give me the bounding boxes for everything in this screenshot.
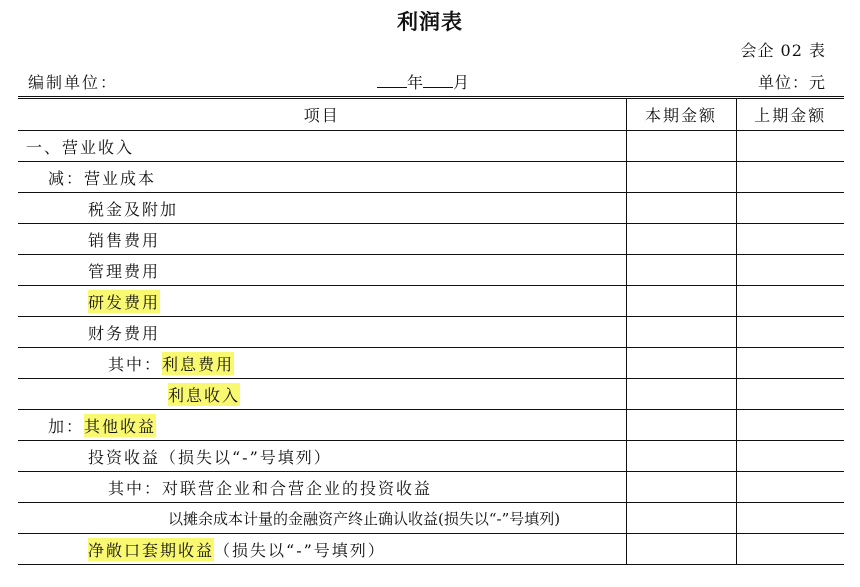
row-prefix: 其中：	[108, 478, 163, 498]
table-row	[18, 348, 844, 379]
row-label: 以摊余成本计量的金融资产终止确认收益(损失以“-”号填列)	[168, 509, 561, 528]
previous-amount-cell[interactable]	[736, 503, 844, 534]
table-row	[18, 503, 844, 534]
previous-amount-cell[interactable]	[736, 317, 844, 348]
current-amount-cell[interactable]	[626, 379, 736, 410]
current-amount-cell[interactable]	[626, 162, 736, 193]
row-label: 对联营企业和合营企业的投资收益	[162, 478, 433, 498]
current-amount-cell[interactable]	[626, 441, 736, 472]
table-body	[18, 131, 844, 565]
row-label: 销售费用	[88, 230, 161, 250]
row-item-label	[18, 131, 626, 162]
table-row	[18, 379, 844, 410]
highlighted-row-label: 净敞口套期收益	[88, 538, 214, 561]
column-header-item: 项目	[18, 98, 626, 131]
row-item-label	[18, 162, 626, 193]
highlighted-row-label: 研发费用	[88, 290, 160, 313]
row-label: 税金及附加	[88, 199, 179, 219]
current-amount-cell[interactable]	[626, 472, 736, 503]
row-item-label	[18, 286, 626, 317]
row-label: 财务费用	[88, 323, 161, 343]
unit-label: 单位：元	[757, 73, 826, 92]
current-amount-cell[interactable]	[626, 255, 736, 286]
month-label: 月	[453, 73, 470, 92]
previous-amount-cell[interactable]	[736, 131, 844, 162]
statement-title: 利润表	[397, 10, 463, 34]
table-row	[18, 441, 844, 472]
row-label: 一、营业收入	[26, 137, 135, 157]
previous-amount-cell[interactable]	[736, 441, 844, 472]
highlighted-row-label: 利息收入	[168, 383, 240, 406]
table-row	[18, 255, 844, 286]
period-field	[377, 70, 469, 93]
previous-amount-cell[interactable]	[736, 255, 844, 286]
current-amount-cell[interactable]	[626, 131, 736, 162]
row-item-label	[18, 193, 626, 224]
row-item-label	[18, 441, 626, 472]
row-item-label	[18, 503, 626, 534]
row-item-label	[18, 410, 626, 441]
previous-amount-cell[interactable]	[736, 379, 844, 410]
row-item-label	[18, 255, 626, 286]
table-row	[18, 317, 844, 348]
previous-amount-cell[interactable]	[736, 534, 844, 565]
row-item-label	[18, 317, 626, 348]
row-item-label	[18, 348, 626, 379]
table-row	[18, 131, 844, 162]
row-label: 减：营业成本	[48, 168, 157, 188]
current-amount-cell[interactable]	[626, 348, 736, 379]
column-header-current: 本期金额	[626, 98, 736, 131]
month-blank[interactable]	[423, 73, 453, 88]
row-item-label	[18, 472, 626, 503]
previous-amount-cell[interactable]	[736, 162, 844, 193]
table-row	[18, 410, 844, 441]
previous-amount-cell[interactable]	[736, 410, 844, 441]
row-label: 投资收益（损失以“-”号填列）	[88, 447, 332, 467]
table-row	[18, 193, 844, 224]
form-code: 会企 02 表	[740, 41, 826, 60]
row-item-label	[18, 534, 626, 565]
previous-amount-cell[interactable]	[736, 224, 844, 255]
row-label: 管理费用	[88, 261, 161, 281]
income-statement-table	[18, 96, 844, 565]
row-item-label	[18, 224, 626, 255]
year-label: 年	[407, 73, 424, 92]
org-label: 编制单位：	[28, 73, 119, 92]
table-row	[18, 286, 844, 317]
current-amount-cell[interactable]	[626, 317, 736, 348]
previous-amount-cell[interactable]	[736, 472, 844, 503]
current-amount-cell[interactable]	[626, 193, 736, 224]
row-suffix: （损失以“-”号填列）	[214, 540, 386, 560]
previous-amount-cell[interactable]	[736, 286, 844, 317]
row-prefix: 其中：	[108, 354, 163, 374]
current-amount-cell[interactable]	[626, 286, 736, 317]
current-amount-cell[interactable]	[626, 534, 736, 565]
table-header-row	[18, 98, 844, 131]
table-row	[18, 534, 844, 565]
current-amount-cell[interactable]	[626, 410, 736, 441]
table-row	[18, 472, 844, 503]
highlighted-row-label: 其他收益	[84, 414, 156, 437]
column-header-previous: 上期金额	[736, 98, 844, 131]
row-item-label	[18, 379, 626, 410]
table-row	[18, 224, 844, 255]
row-prefix: 加：	[48, 416, 85, 436]
current-amount-cell[interactable]	[626, 224, 736, 255]
table-row	[18, 162, 844, 193]
previous-amount-cell[interactable]	[736, 348, 844, 379]
previous-amount-cell[interactable]	[736, 193, 844, 224]
year-blank[interactable]	[377, 73, 407, 88]
current-amount-cell[interactable]	[626, 503, 736, 534]
highlighted-row-label: 利息费用	[162, 352, 234, 375]
